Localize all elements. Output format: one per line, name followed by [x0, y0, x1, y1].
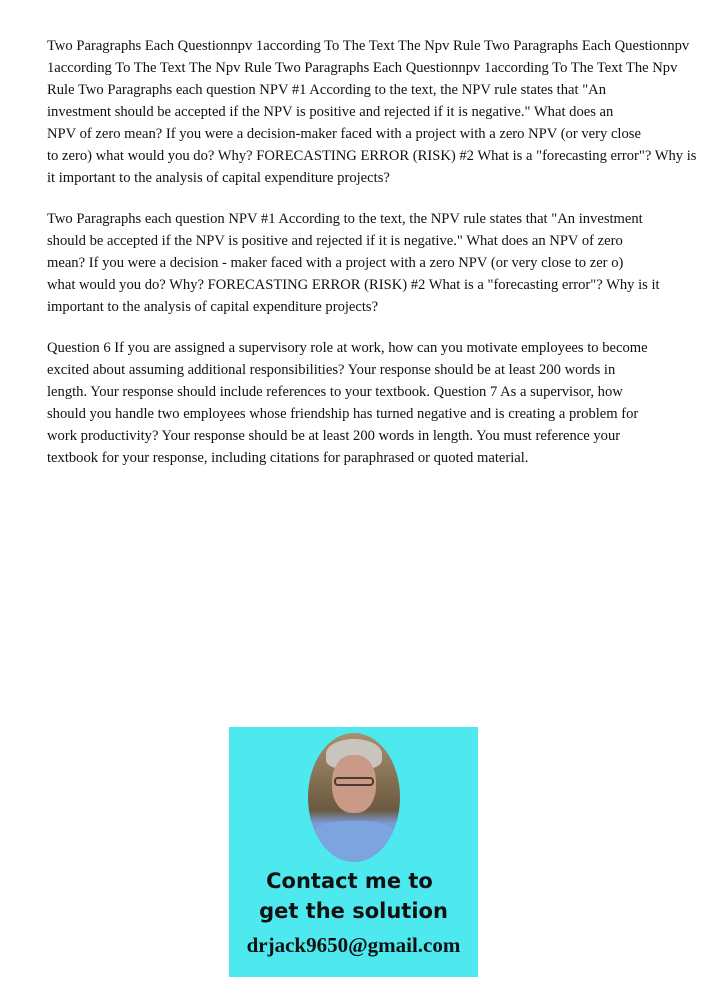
text-line: length. Your response should include references to your textbook. Question 7 As a supervisor, how — [47, 384, 623, 400]
text-line: important to the analysis of capital expenditure projects? — [47, 299, 379, 315]
contact-subheadline: get the solution — [259, 899, 448, 923]
text-line: Question 6 If you are assigned a supervisory role at work, how can you motivate employees to become — [47, 340, 648, 356]
text-line: Two Paragraphs each question NPV #1 According to the text, the NPV rule states that "An investment — [47, 211, 643, 227]
text-line: textbook for your response, including citations for paraphrased or quoted material. — [47, 450, 529, 466]
text-line: investment should be accepted if the NPV is positive and rejected if it is negative." What does an — [47, 104, 614, 120]
text-line: excited about assuming additional responsibilities? Your response should be at least 200 words in — [47, 362, 616, 378]
paragraph — [47, 337, 697, 469]
text-line: Rule Two Paragraphs each question NPV #1 According to the text, the NPV rule states that "An — [47, 82, 607, 98]
text-line: should you handle two employees whose friendship has turned negative and is creating a problem for — [47, 406, 639, 422]
text-line: 1according To The Text The Npv Rule Two Paragraphs Each Questionnpv 1according To The Text The Npv — [47, 60, 678, 76]
author-portrait — [308, 733, 400, 862]
text-line: Two Paragraphs Each Questionnpv 1according To The Text The Npv Rule Two Paragraphs Each Questionnpv — [47, 38, 690, 54]
text-line: to zero) what would you do? Why? FORECASTING ERROR (RISK) #2 What is a "forecasting error"? Why is — [47, 148, 697, 164]
contact-banner — [229, 727, 478, 977]
paragraph — [47, 35, 697, 189]
text-line: what would you do? Why? FORECASTING ERROR (RISK) #2 What is a "forecasting error"? Why is it — [47, 277, 660, 293]
text-line: NPV of zero mean? If you were a decision-maker faced with a project with a zero NPV (or very close — [47, 126, 641, 142]
text-line: work productivity? Your response should be at least 200 words in length. You must reference your — [47, 428, 621, 444]
contact-email: drjack9650@gmail.com — [246, 933, 461, 957]
text-line: mean? If you were a decision - maker faced with a project with a zero NPV (or very close to zer o) — [47, 255, 624, 271]
text-line: it important to the analysis of capital expenditure projects? — [47, 170, 390, 186]
text-line: should be accepted if the NPV is positive and rejected if it is negative." What does an NPV of zero — [47, 233, 623, 249]
document-body — [47, 35, 697, 488]
paragraph — [47, 208, 697, 318]
contact-headline: Contact me to — [266, 869, 433, 893]
